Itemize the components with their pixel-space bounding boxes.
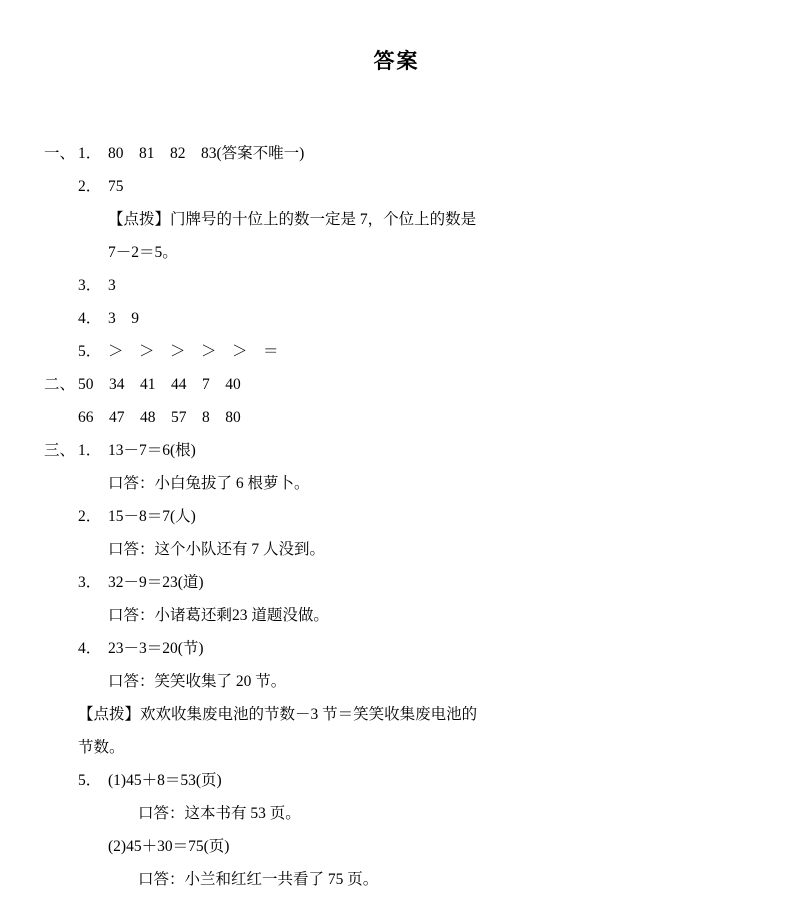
answer-line <box>138 863 749 896</box>
item-answer: 口答：这个小队还有 7 人没到。 <box>108 541 326 558</box>
item-text: (1)45＋8＝53(页) <box>108 772 222 789</box>
item-answer: 口答：笑笑收集了 20 节。 <box>108 673 287 690</box>
item-text: (2)45＋30＝75(页) <box>108 838 230 855</box>
item-number: 2． <box>78 508 102 525</box>
item-number: 3． <box>78 277 102 294</box>
answer-line <box>138 797 749 830</box>
answer-line <box>44 137 749 170</box>
answer-line <box>108 830 749 863</box>
item-number: 5． <box>78 772 102 789</box>
answer-line <box>44 434 749 467</box>
answer-line <box>78 170 749 203</box>
item-number: 4． <box>78 640 102 657</box>
answer-line <box>78 632 749 665</box>
item-text: 15－8＝7(人) <box>108 508 196 525</box>
section-label: 一、 <box>44 145 76 162</box>
answer-line <box>78 401 749 434</box>
item-text: 80 81 82 83(答案不唯一) <box>108 145 305 162</box>
answer-line <box>78 764 749 797</box>
item-answer: 口答：小白兔拔了 6 根萝卜。 <box>108 475 310 492</box>
answer-line <box>108 236 749 269</box>
item-text: 32－9＝23(道) <box>108 574 204 591</box>
item-text: ＞ ＞ ＞ ＞ ＞ ＝ <box>108 343 279 360</box>
item-text: 50 34 41 44 7 40 <box>78 376 241 393</box>
answer-line <box>78 566 749 599</box>
answer-line <box>78 302 749 335</box>
answer-line <box>44 368 749 401</box>
item-hint: 【点拨】欢欢收集废电池的节数－3 节＝笑笑收集废电池的 <box>78 706 478 723</box>
answer-line <box>108 599 749 632</box>
item-hint-cont: 7－2＝5。 <box>108 244 178 261</box>
answer-line <box>78 335 749 368</box>
section-label: 三、 <box>44 442 76 459</box>
item-answer: 口答：小诸葛还剩23 道题没做。 <box>108 607 329 624</box>
item-text: 66 47 48 57 8 80 <box>78 409 241 426</box>
item-text: 3 9 <box>108 310 140 327</box>
item-text: 3 <box>108 277 116 294</box>
item-hint: 【点拨】门牌号的十位上的数一定是 7，个位上的数是 <box>108 211 477 228</box>
answer-sheet-page <box>0 45 793 899</box>
item-number: 1． <box>78 442 102 459</box>
item-number: 4． <box>78 310 102 327</box>
answer-line <box>108 533 749 566</box>
answers-body <box>44 137 749 896</box>
item-text: 23－3＝20(节) <box>108 640 204 657</box>
item-text: 75 <box>108 178 124 195</box>
item-number: 5． <box>78 343 102 360</box>
section-label: 二、 <box>44 376 76 393</box>
answer-line <box>78 698 749 731</box>
answer-line <box>108 203 749 236</box>
item-number: 3． <box>78 574 102 591</box>
page-title: 答案 <box>373 50 420 73</box>
answer-line <box>78 269 749 302</box>
item-answer: 口答：这本书有 53 页。 <box>138 805 301 822</box>
item-number: 2． <box>78 178 102 195</box>
item-answer: 口答：小兰和红红一共看了 75 页。 <box>138 871 379 888</box>
answer-line <box>78 500 749 533</box>
item-hint-cont: 节数。 <box>78 739 125 756</box>
item-text: 13－7＝6(根) <box>108 442 196 459</box>
answer-line <box>78 731 749 764</box>
answer-line <box>108 467 749 500</box>
item-number: 1． <box>78 145 102 162</box>
answer-line <box>108 665 749 698</box>
